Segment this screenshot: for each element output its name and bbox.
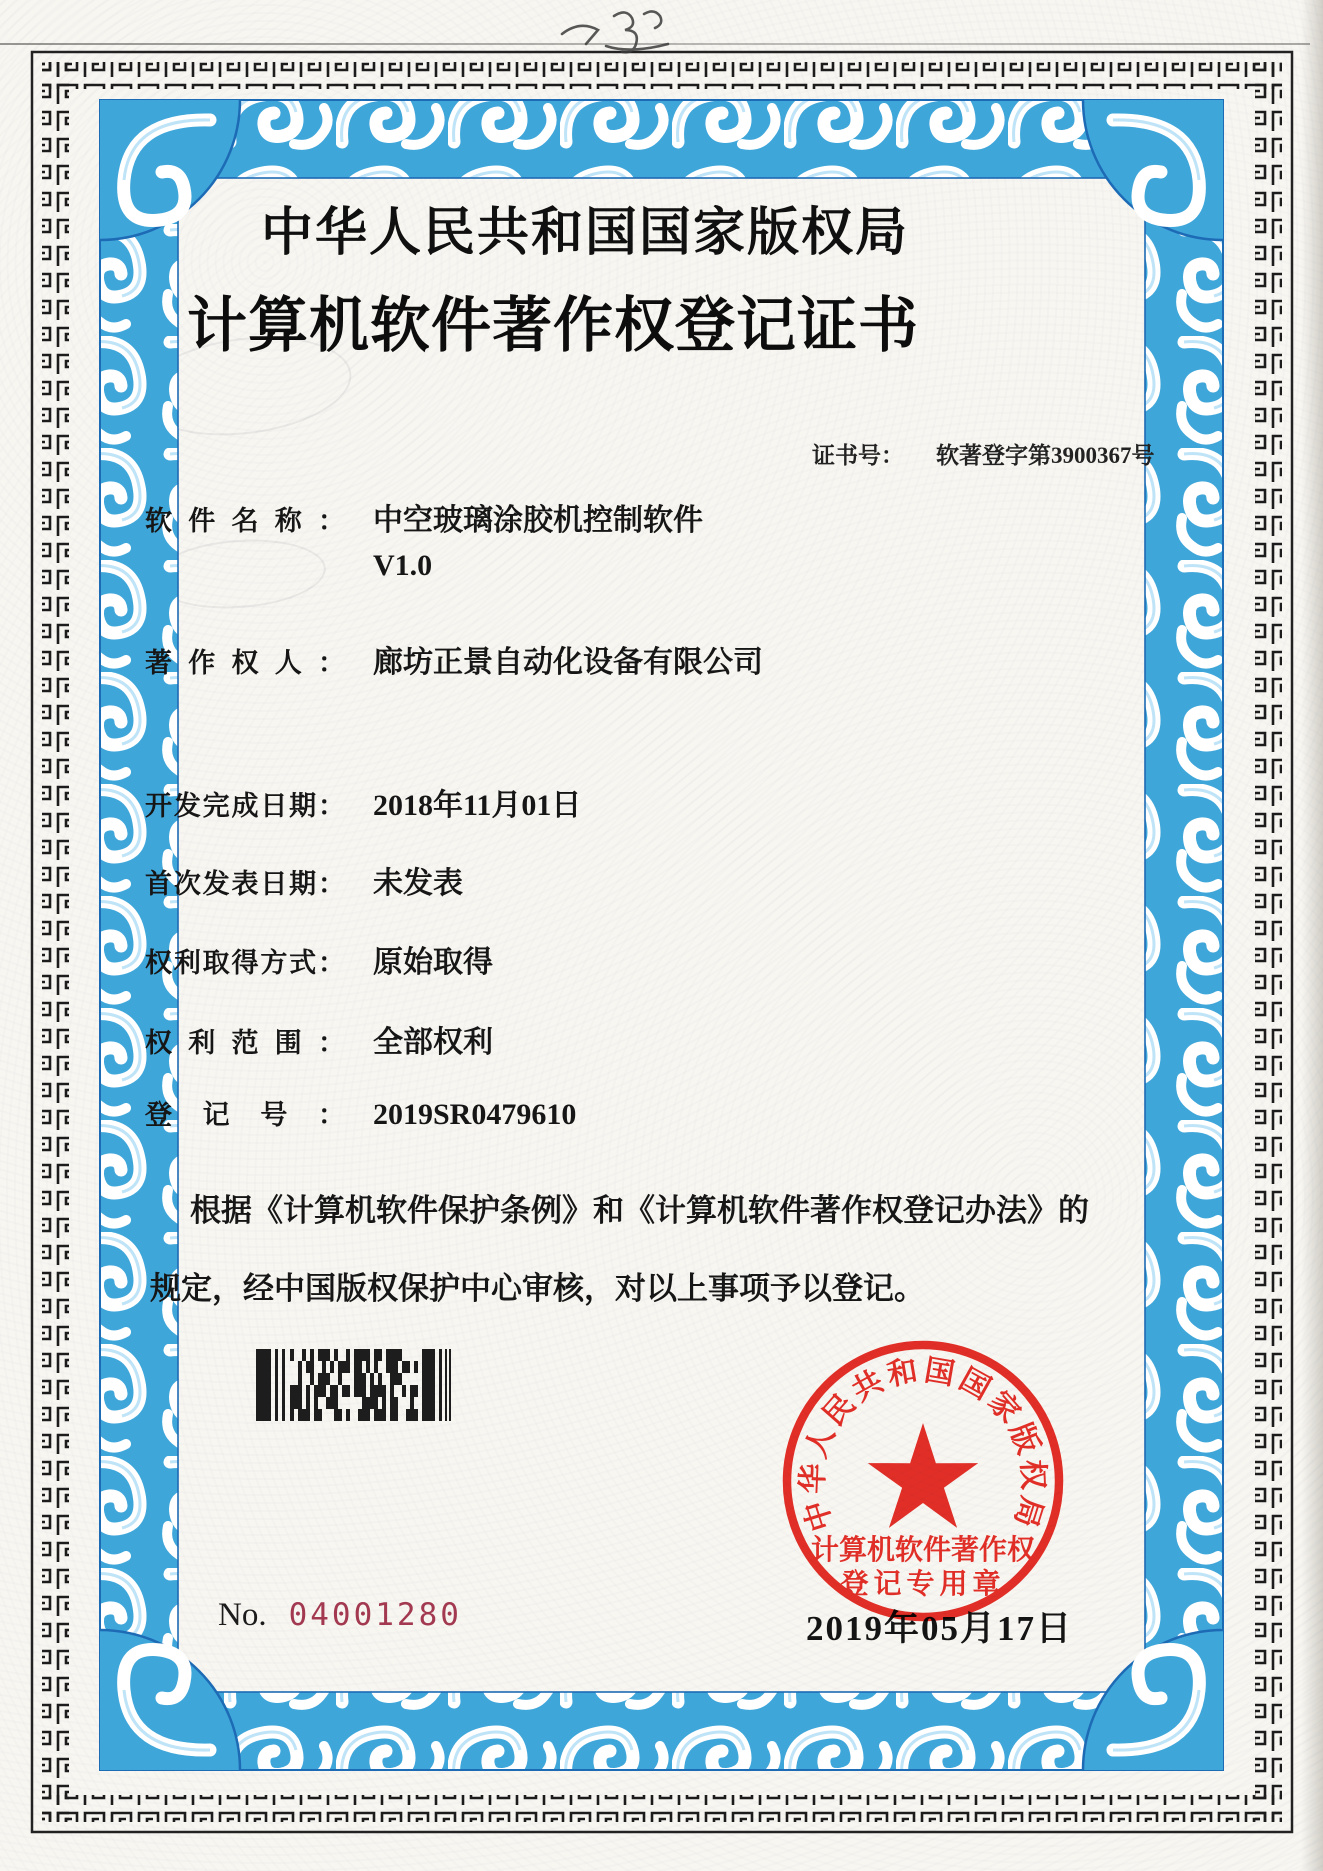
seal-ring-text: 中华人民共和国国家版权局 (796, 1353, 1050, 1535)
seal-inner-line-1: 计算机软件著作权 (810, 1535, 1036, 1566)
field-rights-scope: 权利范围： 全部权利 (145, 1026, 493, 1059)
field-development-completed-date: 开发完成日期： 2018年11月01日 (145, 789, 582, 822)
registration-date: 2019年05月17日 (806, 1609, 1074, 1648)
field-software-version: V1.0 (373, 549, 433, 582)
certificate-number-line (812, 437, 1155, 470)
certificate-number-label: 证书号： (812, 443, 904, 468)
serial-number-value: 04001280 (288, 1597, 462, 1633)
certificate-number-value: 软著登字第3900367号 (936, 443, 1155, 468)
issuing-authority: 中华人民共和国国家版权局 (260, 205, 910, 262)
field-software-name: 软件名称： 中空玻璃涂胶机控制软件 (145, 504, 703, 537)
statement-line-2: 规定，经中国版权保护中心审核，对以上事项予以登记。 (150, 1271, 925, 1306)
official-seal (773, 1331, 1073, 1631)
field-first-publication-date: 首次发表日期： 未发表 (145, 867, 463, 900)
serial-number-line (218, 1597, 462, 1634)
certificate-title: 计算机软件著作权登记证书 (187, 293, 919, 359)
serial-number-label: No. (218, 1597, 267, 1633)
seal-inner-line-2: 登记专用章 (840, 1569, 1006, 1600)
handwritten-pen-mark-icon (540, 0, 690, 60)
statement-line-1: 根据《计算机软件保护条例》和《计算机软件著作权登记办法》的 (190, 1193, 1089, 1228)
field-registration-number: 登记号： 2019SR0479610 (145, 1098, 577, 1131)
field-copyright-owner: 著作权人： 廊坊正景自动化设备有限公司 (145, 646, 763, 679)
field-rights-acquisition-method: 权利取得方式： 原始取得 (145, 946, 493, 979)
pdf417-barcode-icon (256, 1349, 451, 1421)
seal-star-icon (868, 1423, 978, 1528)
